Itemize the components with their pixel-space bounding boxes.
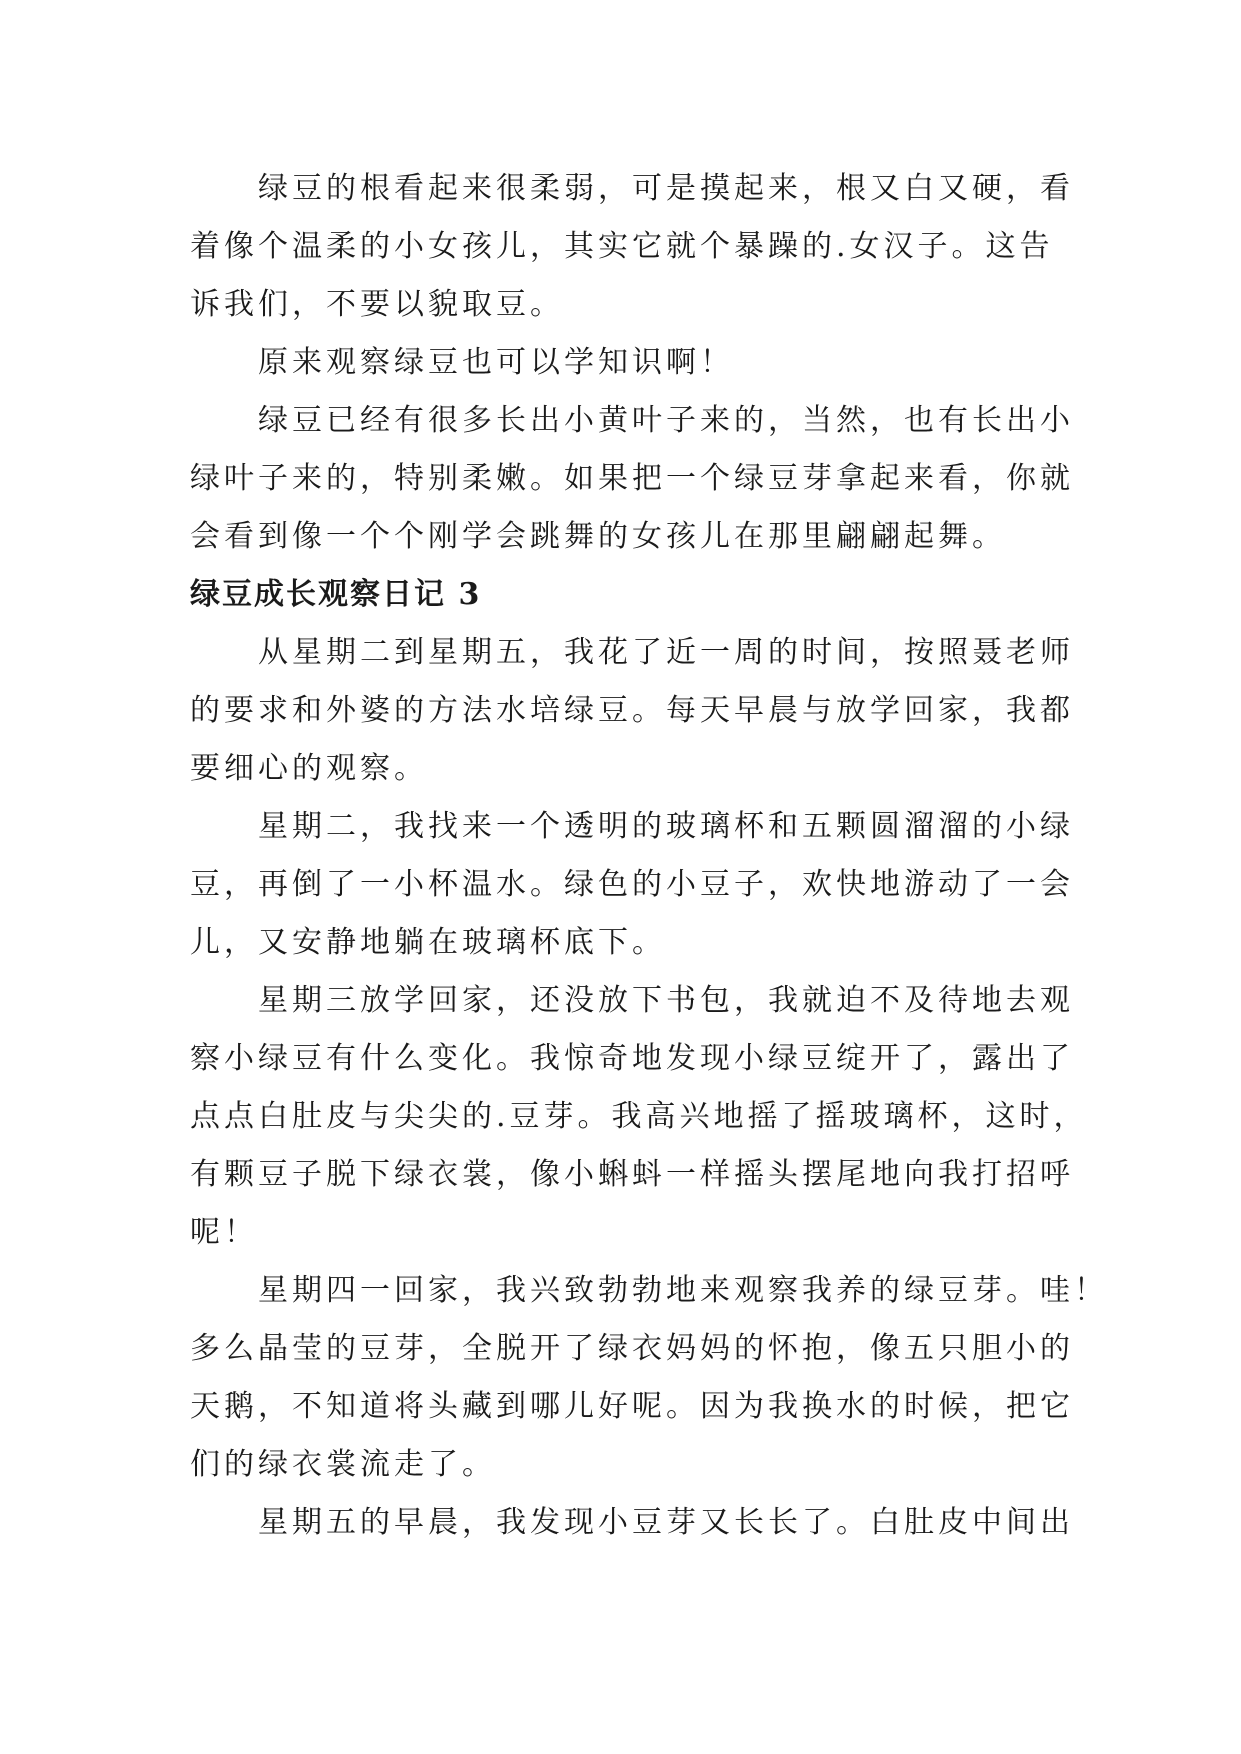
text-line: 星期五的早晨，我发现小豆芽又长长了。白肚皮中间出 bbox=[258, 1505, 1074, 1540]
document-body bbox=[190, 160, 1108, 1552]
text-line: 豆，再倒了一小杯温水。绿色的小豆子，欢快地游动了一会 bbox=[190, 867, 1074, 902]
text-line: 呢！ bbox=[190, 1215, 258, 1250]
text-line: 从星期二到星期五，我花了近一周的时间，按照聂老师 bbox=[258, 635, 1074, 670]
paragraph-intro bbox=[190, 624, 1074, 798]
text-line: 会看到像一个个刚学会跳舞的女孩儿在那里翩翩起舞。 bbox=[190, 519, 1006, 554]
text-line: 要细心的观察。 bbox=[190, 751, 428, 786]
text-line: 多么晶莹的豆芽，全脱开了绿衣妈妈的怀抱，像五只胆小的 bbox=[190, 1331, 1074, 1366]
text-line: 点点白肚皮与尖尖的.豆芽。我高兴地摇了摇玻璃杯，这时， bbox=[190, 1099, 1088, 1134]
text-line: 有颗豆子脱下绿衣裳，像小蝌蚪一样摇头摆尾地向我打招呼 bbox=[190, 1157, 1074, 1192]
text-line: 星期四一回家，我兴致勃勃地来观察我养的绿豆芽。哇！ bbox=[258, 1273, 1108, 1308]
text-line: 绿叶子来的，特别柔嫩。如果把一个绿豆芽拿起来看，你就 bbox=[190, 461, 1074, 496]
text-line: 绿豆的根看起来很柔弱，可是摸起来，根又白又硬，看 bbox=[258, 171, 1074, 206]
paragraph-friday bbox=[190, 1494, 1074, 1552]
text-line: 绿豆已经有很多长出小黄叶子来的，当然，也有长出小 bbox=[258, 403, 1074, 438]
paragraph-thursday bbox=[190, 1262, 1108, 1494]
text-line: 着像个温柔的小女孩儿，其实它就个暴躁的.女汉子。这告 bbox=[190, 229, 1054, 264]
text-line: 们的绿衣裳流走了。 bbox=[190, 1447, 496, 1482]
paragraph-root-description bbox=[190, 160, 1074, 334]
paragraph-learning bbox=[190, 334, 1060, 392]
text-line: 察小绿豆有什么变化。我惊奇地发现小绿豆绽开了，露出了 bbox=[190, 1041, 1074, 1076]
paragraph-tuesday bbox=[190, 798, 1074, 972]
text-line: 星期二，我找来一个透明的玻璃杯和五颗圆溜溜的小绿 bbox=[258, 809, 1074, 844]
text-line: 天鹅，不知道将头藏到哪儿好呢。因为我换水的时候，把它 bbox=[190, 1389, 1074, 1424]
text-line: 儿，又安静地躺在玻璃杯底下。 bbox=[190, 925, 666, 960]
text-line: 诉我们，不要以貌取豆。 bbox=[190, 287, 564, 322]
text-line: 星期三放学回家，还没放下书包，我就迫不及待地去观 bbox=[258, 983, 1074, 1018]
text-line: 的要求和外婆的方法水培绿豆。每天早晨与放学回家，我都 bbox=[190, 693, 1074, 728]
text-line: 原来观察绿豆也可以学知识啊！ bbox=[258, 345, 734, 380]
paragraph-leaves bbox=[190, 392, 1074, 566]
section-title: 绿豆成长观察日记 3 bbox=[190, 577, 482, 612]
paragraph-wednesday bbox=[190, 972, 1088, 1262]
